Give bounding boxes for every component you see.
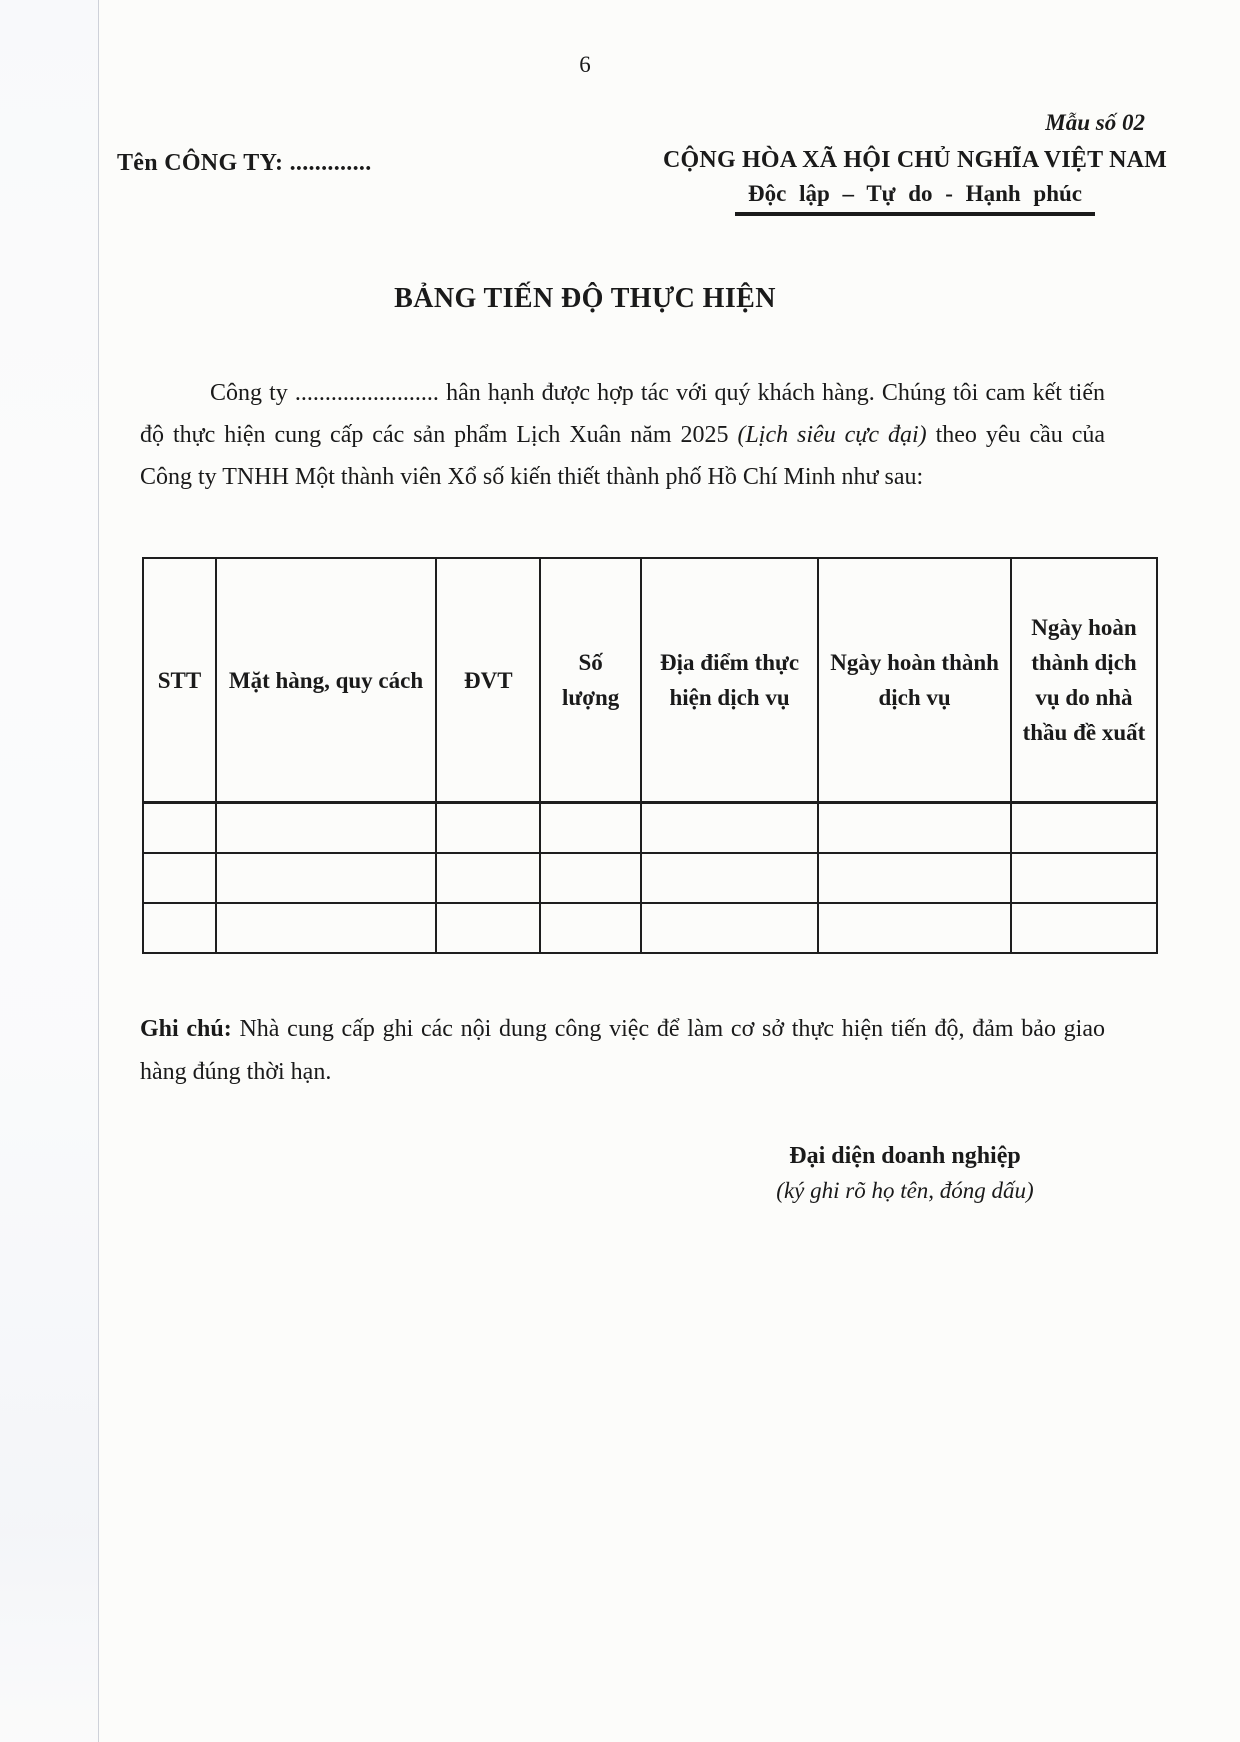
- progress-table: [142, 557, 1158, 954]
- col-header-ngay-de-xuat: Ngày hoàn thành dịch vụ do nhà thầu đề xuất: [1011, 558, 1157, 803]
- table-cell: [143, 853, 216, 903]
- national-header: [640, 147, 1190, 216]
- national-motto-line2: Độc lập – Tự do - Hạnh phúc: [748, 181, 1082, 206]
- table-row: [143, 853, 1157, 903]
- col-header-mat-hang-quy-cach: Mặt hàng, quy cách: [216, 558, 436, 803]
- table-row: [143, 903, 1157, 953]
- col-header-stt: STT: [143, 558, 216, 803]
- table-cell: [1011, 803, 1157, 853]
- table-cell: [540, 803, 640, 853]
- col-header-dia-diem: Địa điểm thực hiện dịch vụ: [641, 558, 818, 803]
- intro-text-part2: theo yêu cầu của Công ty TNHH Một thành viên Xổ số kiến thiết thành phố Hồ Chí Minh như sau:: [140, 422, 1105, 490]
- table-cell: [641, 803, 818, 853]
- col-header-dvt: ĐVT: [436, 558, 540, 803]
- table-cell: [436, 853, 540, 903]
- form-number: Mẫu số 02: [1045, 110, 1145, 135]
- table-cell: [1011, 903, 1157, 953]
- intro-paragraph: [140, 372, 1105, 498]
- table-cell: [216, 903, 436, 953]
- col-header-so-luong: Số lượng: [540, 558, 640, 803]
- note-paragraph: [140, 1008, 1105, 1094]
- table-cell: [818, 853, 1011, 903]
- page-number: 6: [579, 52, 591, 77]
- signature-title: Đại diện doanh nghiệp: [789, 1143, 1021, 1169]
- table-cell: [143, 803, 216, 853]
- signature-block: [640, 1143, 1170, 1204]
- company-name-label: Tên CÔNG TY: .............: [117, 150, 372, 176]
- table-cell: [436, 903, 540, 953]
- intro-text-part1: Công ty ........................ hân hạnh được hợp tác với quý khách hàng. Chúng tôi cam kết tiến độ thực hiện cung cấp các sản phẩm Lịch Xuân năm 2025: [140, 380, 1105, 448]
- table-cell: [641, 903, 818, 953]
- document-title: BẢNG TIẾN ĐỘ THỰC HIỆN: [394, 283, 776, 314]
- table-cell: [143, 903, 216, 953]
- table-cell: [216, 853, 436, 903]
- intro-text-italic: (Lịch siêu cực đại): [737, 422, 927, 448]
- table-cell: [540, 903, 640, 953]
- table-cell: [216, 803, 436, 853]
- signature-subtitle: (ký ghi rõ họ tên, đóng dấu): [776, 1178, 1034, 1203]
- table-cell: [818, 903, 1011, 953]
- table-cell: [641, 853, 818, 903]
- table-header-row: [143, 558, 1157, 803]
- scan-left-edge: [0, 0, 98, 1742]
- table-cell: [436, 803, 540, 853]
- col-header-ngay-hoan-thanh: Ngày hoàn thành dịch vụ: [818, 558, 1011, 803]
- national-motto-line1: CỘNG HÒA XÃ HỘI CHỦ NGHĨA VIỆT NAM: [663, 147, 1167, 173]
- table-cell: [1011, 853, 1157, 903]
- note-label: Ghi chú:: [140, 1016, 232, 1042]
- table-row: [143, 803, 1157, 853]
- motto-underline: [735, 212, 1095, 216]
- table-cell: [540, 853, 640, 903]
- scan-paper-seam: [98, 0, 99, 1742]
- table-cell: [818, 803, 1011, 853]
- note-text: Nhà cung cấp ghi các nội dung công việc để làm cơ sở thực hiện tiến độ, đảm bảo giao hàng đúng thời hạn.: [140, 1016, 1105, 1085]
